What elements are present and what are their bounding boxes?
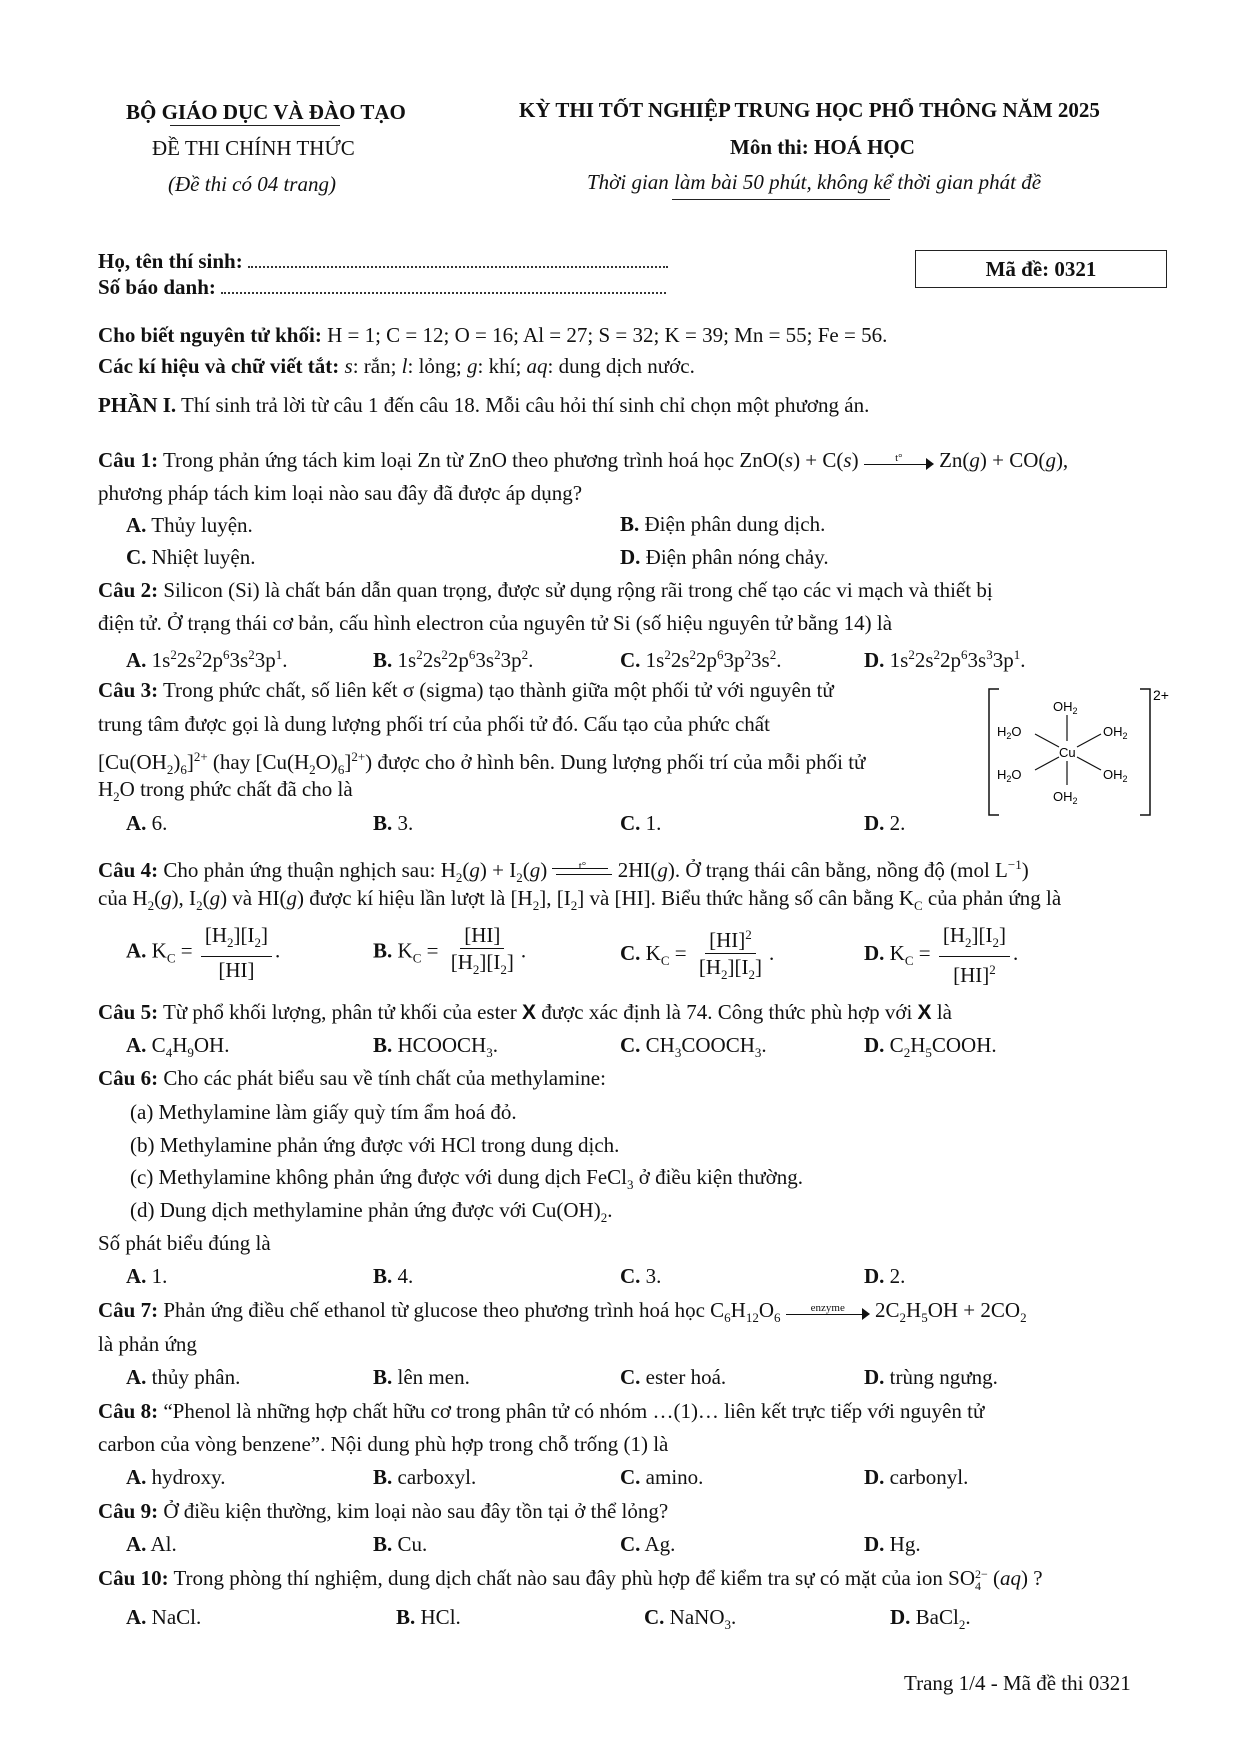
q3-option-c[interactable]: C. 1. <box>620 811 662 835</box>
q1-text: Trong phản ứng tách kim loại Zn từ ZnO theo phương trình hoá học <box>162 448 735 472</box>
q3-line4: $H_2O$ trong phức chất đã cho là <box>98 777 353 805</box>
q10-option-d[interactable]: D. BaCl$_2$. <box>890 1605 971 1633</box>
abbreviation-line <box>98 351 695 381</box>
copper-complex-diagram <box>985 685 1185 820</box>
q3-line2: trung tâm được gọi là dung lượng phối trí của phối tử đó. Cấu tạo của phức chất <box>98 712 770 736</box>
q9-option-c[interactable]: C. Ag. <box>620 1532 676 1556</box>
abbr-g-text: : khí; <box>477 354 522 378</box>
exam-code-box <box>915 250 1167 288</box>
q10-option-a[interactable]: A. NaCl. <box>126 1605 202 1629</box>
q2-option-a[interactable]: A. $1s^22s^22p^63s^23p^1$. <box>126 647 288 672</box>
exam-title: KỲ THI TỐT NGHIỆP TRUNG HỌC PHỔ THÔNG NĂM 2025 <box>519 98 1100 122</box>
ministry-underline <box>170 125 340 126</box>
q3-label: Câu 3: <box>98 678 159 702</box>
q6-option-c[interactable]: C. 3. <box>620 1264 662 1288</box>
center-atom: Cu <box>1059 745 1076 760</box>
q3-option-a[interactable]: A. 6. <box>126 811 168 835</box>
q4-stem: Câu 4: Cho phản ứng thuận nghịch sau: $H_2(g) + I_2(g)$ t° 2HI(g). Ở trạng thái cân bằng, nồng độ (mol $L^{-1}$) <box>98 857 1029 886</box>
q7-option-a[interactable]: A. thủy phân. <box>126 1365 241 1389</box>
q2-option-d[interactable]: D. $1s^22s^22p^63s^33p^1$. <box>864 647 1026 672</box>
q5-stem: Câu 5: Từ phổ khối lượng, phân tử khối của ester X được xác định là 74. Công thức phù hợp với X là <box>98 1000 952 1024</box>
q3-line3: $[Cu(OH_2)_6]^{2+}$ (hay $[Cu(H_2O)_6]^{2+}$) được cho ở hình bên. Dung lượng phối trí của mỗi phối tử <box>98 749 866 778</box>
q1-option-d[interactable]: D. Điện phân nóng chảy. <box>620 545 829 569</box>
abbr-g: g <box>467 354 478 378</box>
abbr-l: l <box>401 354 408 378</box>
q9-option-a[interactable]: A. Al. <box>126 1532 177 1556</box>
q4-equilibrium-arrow: t° <box>552 863 612 881</box>
q10-label: Câu 10: <box>98 1566 169 1590</box>
q4-label: Câu 4: <box>98 858 159 882</box>
q10-option-b[interactable]: B. HCl. <box>396 1605 461 1629</box>
q8-option-c[interactable]: C. amino. <box>620 1465 704 1489</box>
ligand-top: $OH_2$ <box>1053 699 1078 716</box>
q10-stem: Câu 10: Trong phòng thí nghiệm, dung dịch chất nào sau đây phù hợp để kiểm tra sự có mặt của ion SO 2− 4 (aq) ? <box>98 1566 1043 1594</box>
atomic-mass-label: Cho biết nguyên tử khối: <box>98 323 322 347</box>
q3-option-b[interactable]: B. 3. <box>373 811 414 835</box>
q7-option-b[interactable]: B. lên men. <box>373 1365 470 1389</box>
q8-option-b[interactable]: B. carboxyl. <box>373 1465 477 1489</box>
subject-title: Môn thi: HOÁ HỌC <box>730 135 915 159</box>
exam-code: Mã đề: 0321 <box>985 257 1097 281</box>
q9-label: Câu 9: <box>98 1499 159 1523</box>
q10-option-c[interactable]: C. NaNO$_3$. <box>644 1605 737 1633</box>
exam-duration: Thời gian làm bài 50 phút, không kể thời gian phát đề <box>587 170 1042 194</box>
ministry-name: BỘ GIÁO DỤC VÀ ĐÀO TẠO <box>126 100 406 124</box>
q7-option-d[interactable]: D. trùng ngưng. <box>864 1365 998 1389</box>
q9-option-b[interactable]: B. Cu. <box>373 1532 428 1556</box>
complex-charge: 2+ <box>1153 687 1169 703</box>
q6-statement-b: (b) Methylamine phản ứng được với HCl trong dung dịch. <box>130 1133 620 1157</box>
official-exam-label: ĐỀ THI CHÍNH THỨC <box>152 136 355 160</box>
candidate-id-label: Số báo danh: <box>98 275 216 299</box>
abbr-l-text: : lỏng; <box>407 354 462 378</box>
q8-text2: carbon của vòng benzene”. Nội dung phù hợp trong chỗ trống (1) là <box>98 1432 669 1456</box>
candidate-name-label: Họ, tên thí sinh: <box>98 249 243 273</box>
q7-reaction-arrow: enzyme <box>786 1305 870 1319</box>
q5-label: Câu 5: <box>98 1000 159 1024</box>
candidate-name-field[interactable] <box>248 266 668 268</box>
page-footer: Trang 1/4 - Mã đề thi 0321 <box>904 1671 1131 1695</box>
q1-label: Câu 1: <box>98 448 159 472</box>
q8-label: Câu 8: <box>98 1399 159 1423</box>
q4-option-b[interactable]: B. $K_C$ = $\frac{[HI]}{[H_2][I_2]}$ . <box>373 923 527 978</box>
q6-statement-c: (c) Methylamine không phản ứng được với dung dịch FeCl$_3$ ở điều kiện thường. <box>130 1165 803 1193</box>
q6-option-d[interactable]: D. 2. <box>864 1264 906 1288</box>
duration-underline <box>672 199 890 200</box>
q4-option-a[interactable]: A. $K_C$ = $\frac{[H_2][I_2]}{[HI]}$ . <box>126 923 281 983</box>
q7-option-c[interactable]: C. ester hoá. <box>620 1365 727 1389</box>
ligand-upper-left: $H_2O$ <box>997 724 1022 741</box>
q3-stem: Câu 3: Trong phức chất, số liên kết σ (sigma) tạo thành giữa một phối tử với nguyên tử <box>98 678 834 702</box>
ligand-lower-left: $H_2O$ <box>997 767 1022 784</box>
q2-label: Câu 2: <box>98 578 159 602</box>
q5-option-d[interactable]: D. $C_2H_5COOH$. <box>864 1033 997 1061</box>
q2-stem: Câu 2: Silicon (Si) là chất bán dẫn quan trọng, được sử dụng rộng rãi trong chế tạo các vi mạch và thiết bị <box>98 578 993 602</box>
q6-statement-a: (a) Methylamine làm giấy quỳ tím ẩm hoá đỏ. <box>130 1100 517 1124</box>
q7-label: Câu 7: <box>98 1298 159 1322</box>
part1-instruction <box>98 390 869 420</box>
q6-option-a[interactable]: A. 1. <box>126 1264 168 1288</box>
left-bracket <box>989 689 999 815</box>
q6-option-b[interactable]: B. 4. <box>373 1264 414 1288</box>
part1-label: PHẦN I. <box>98 393 177 417</box>
q1-equation-rhs: Zn(g) + CO(g), <box>939 448 1069 472</box>
q4-option-c[interactable]: C. $K_C$ = $\frac{[HI]^2}{[H_2][I_2]}$ . <box>620 922 774 988</box>
pages-note: (Đề thi có 04 trang) <box>168 172 336 196</box>
candidate-id-field[interactable] <box>221 292 666 294</box>
q4-option-d[interactable]: D. $K_C$ = $\frac{[H_2][I_2]}{[HI]^2}$ . <box>864 923 1019 988</box>
q6-question: Số phát biểu đúng là <box>98 1231 271 1255</box>
q3-option-d[interactable]: D. 2. <box>864 811 906 835</box>
abbr-aq: aq <box>526 354 548 378</box>
q1-equation-lhs: ZnO(s) + C(s) <box>739 448 859 472</box>
q9-option-d[interactable]: D. Hg. <box>864 1532 921 1556</box>
abbr-s-text: : rắn; <box>352 354 397 378</box>
q2-option-b[interactable]: B. $1s^22s^22p^63s^23p^2$. <box>373 647 534 672</box>
q2-option-c[interactable]: C. $1s^22s^22p^63p^23s^2$. <box>620 647 782 672</box>
q2-text2: điện tử. Ở trạng thái cơ bản, cấu hình electron của nguyên tử Si (số hiệu nguyên tử bằng 14) là <box>98 611 893 635</box>
q6-statement-d: (d) Dung dịch methylamine phản ứng được với $Cu(OH)_2$. <box>130 1198 613 1226</box>
q6-label: Câu 6: <box>98 1066 159 1090</box>
q1-option-a[interactable]: A. Thủy luyện. <box>126 513 253 537</box>
ligand-lower-right: $OH_2$ <box>1103 767 1128 784</box>
atomic-mass-line <box>98 320 887 350</box>
right-bracket <box>1140 689 1150 815</box>
q5-option-a[interactable]: A. $C_4H_9OH$. <box>126 1033 230 1061</box>
q8-option-a[interactable]: A. hydroxy. <box>126 1465 226 1489</box>
abbreviation-label: Các kí hiệu và chữ viết tắt: <box>98 354 340 378</box>
ligand-bottom: $OH_2$ <box>1053 789 1078 806</box>
q1-option-c[interactable]: C. Nhiệt luyện. <box>126 545 256 569</box>
q1-option-b[interactable]: B. Điện phân dung dịch. <box>620 512 826 536</box>
q7-text2: là phản ứng <box>98 1332 197 1356</box>
part1-text: Thí sinh trả lời từ câu 1 đến câu 18. Mỗi câu hỏi thí sinh chỉ chọn một phương án. <box>181 393 870 417</box>
q7-stem: Câu 7: Phản ứng điều chế ethanol từ glucose theo phương trình hoá học $C_6H_{12}O_6$ enzyme $2C_2H_5OH + 2CO_2$ <box>98 1298 1027 1326</box>
q4-line2: của $H_2(g)$, $I_2(g)$ và HI(g) được kí hiệu lần lượt là $[H_2]$, $[I_2]$ và [HI]. Biểu thức hằng số cân bằng $K_C$ của phản ứng là <box>98 886 1062 914</box>
q6-stem: Câu 6: Cho các phát biểu sau về tính chất của methylamine: <box>98 1066 606 1090</box>
q1-stem <box>98 445 1068 475</box>
abbr-s: s <box>344 354 353 378</box>
q8-stem: Câu 8: “Phenol là những hợp chất hữu cơ trong phân tử có nhóm …(1)… liên kết trực tiếp với nguyên tử <box>98 1399 985 1423</box>
q5-option-b[interactable]: B. $HCOOCH_3$. <box>373 1033 498 1061</box>
q5-option-c[interactable]: C. $CH_3COOCH_3$. <box>620 1033 767 1061</box>
abbr-aq-text: : dung dịch nước. <box>547 354 695 378</box>
candidate-id-row <box>98 272 666 302</box>
ligand-upper-right: $OH_2$ <box>1103 724 1128 741</box>
q8-option-d[interactable]: D. carbonyl. <box>864 1465 969 1489</box>
q1-text2: phương pháp tách kim loại nào sau đây đã được áp dụng? <box>98 481 583 505</box>
q9-stem: Câu 9: Ở điều kiện thường, kim loại nào sau đây tồn tại ở thể lỏng? <box>98 1499 669 1523</box>
atomic-mass-values: H = 1; C = 12; O = 16; Al = 27; S = 32; K = 39; Mn = 55; Fe = 56. <box>327 323 888 347</box>
q1-reaction-arrow: t° <box>864 455 934 469</box>
